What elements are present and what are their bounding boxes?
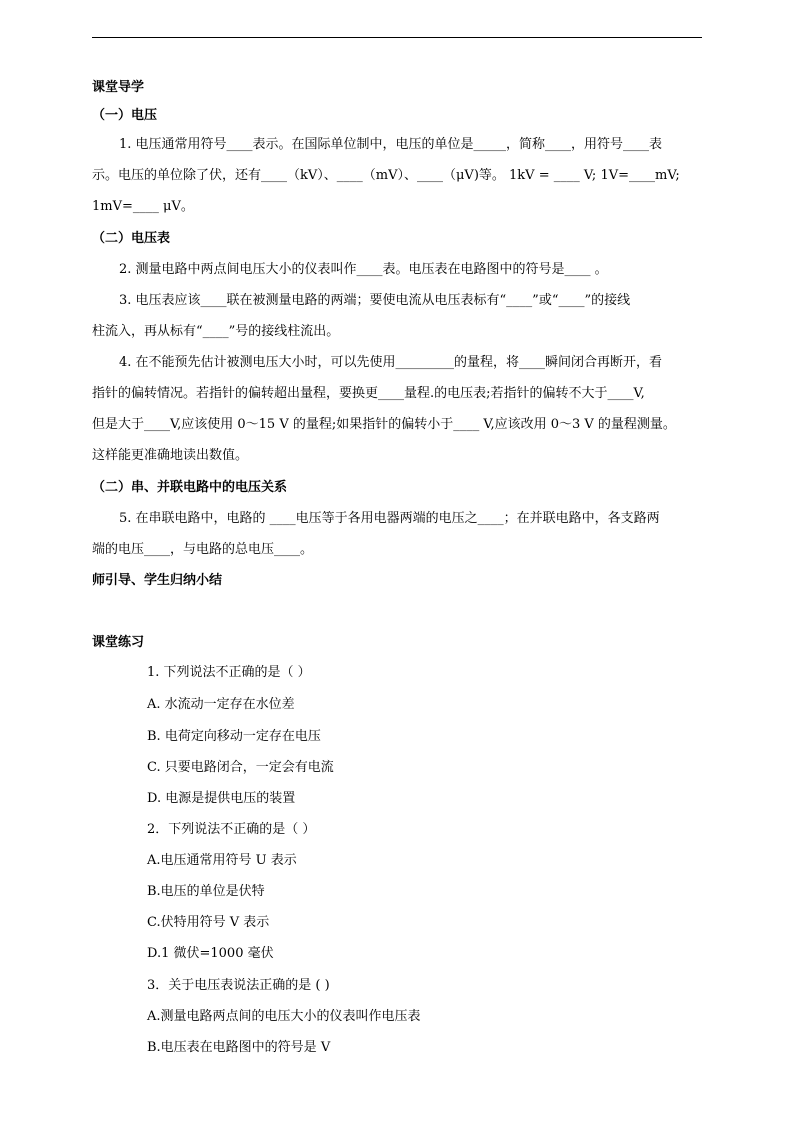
question-stem: 2．下列说法不正确的是（ ） — [147, 822, 316, 837]
subheading-series-parallel: （二）串、并联电路中的电压关系 — [92, 480, 288, 495]
paragraph-line: 2. 测量电路中两点间电压大小的仪表叫作____表。电压表在电路图中的符号是____ 。 — [119, 262, 608, 277]
paragraph-line: 柱流入，再从标有“____”号的接线柱流出。 — [92, 324, 340, 339]
paragraph-line: 指针的偏转情况。若指针的偏转超出量程，要换更____量程.的电压表;若指针的偏转不大于____V, — [92, 386, 645, 401]
paragraph-line: 这样能更准确地读出数值。 — [92, 448, 249, 463]
paragraph-line: 1. 电压通常用符号____表示。在国际单位制中，电压的单位是_____，简称____，用符号____表 — [119, 137, 663, 152]
question-option: A.电压通常用符号 U 表示 — [147, 853, 297, 868]
question-stem: 1. 下列说法不正确的是（ ） — [147, 665, 311, 680]
question-option: D. 电源是提供电压的装置 — [147, 791, 296, 806]
paragraph-line: 3. 电压表应该____联在被测量电路的两端；要使电流从电压表标有“____”或“____”的接线 — [119, 293, 631, 308]
subheading-voltmeter: （二）电压表 — [92, 231, 171, 246]
question-option: B.电压的单位是伏特 — [147, 884, 265, 899]
section-heading-practice: 课堂练习 — [92, 635, 145, 650]
question-stem: 3．关于电压表说法正确的是 ( ) — [147, 978, 330, 993]
header-rule — [92, 37, 702, 38]
paragraph-line: 4. 在不能预先估计被测电压大小时，可以先使用_________的量程，将____瞬间闭合再断开，看 — [119, 355, 663, 370]
question-option: A.测量电路两点间的电压大小的仪表叫作电压表 — [147, 1009, 421, 1024]
question-option: C. 只要电路闭合，一定会有电流 — [147, 760, 334, 775]
question-option: B. 电荷定向移动一定存在电压 — [147, 729, 321, 744]
question-option: B.电压表在电路图中的符号是 V — [147, 1040, 331, 1055]
paragraph-line: 5. 在串联电路中，电路的 ____电压等于各用电器两端的电压之____；在并联电路中，各支路两 — [119, 511, 660, 526]
subheading-voltage: （一）电压 — [92, 108, 158, 123]
paragraph-line: 示。电压的单位除了伏，还有____（kV）、____（mV）、____（μV)等。 1kV = ____ V; 1V=____mV; — [92, 168, 680, 183]
paragraph-line: 端的电压____，与电路的总电压____。 — [92, 542, 314, 557]
paragraph-line: 但是大于____V,应该使用 0～15 V 的量程;如果指针的偏转小于____ V,应该改用 0～3 V 的量程测量。 — [92, 417, 676, 432]
section-heading-guide: 课堂导学 — [92, 80, 145, 95]
question-option: A. 水流动一定存在水位差 — [147, 697, 295, 712]
summary-heading: 师引导、学生归纳小结 — [92, 573, 223, 588]
question-option: D.1 微伏=1000 毫伏 — [147, 946, 274, 961]
question-option: C.伏特用符号 V 表示 — [147, 915, 270, 930]
paragraph-line: 1mV=____ μV。 — [92, 199, 194, 214]
